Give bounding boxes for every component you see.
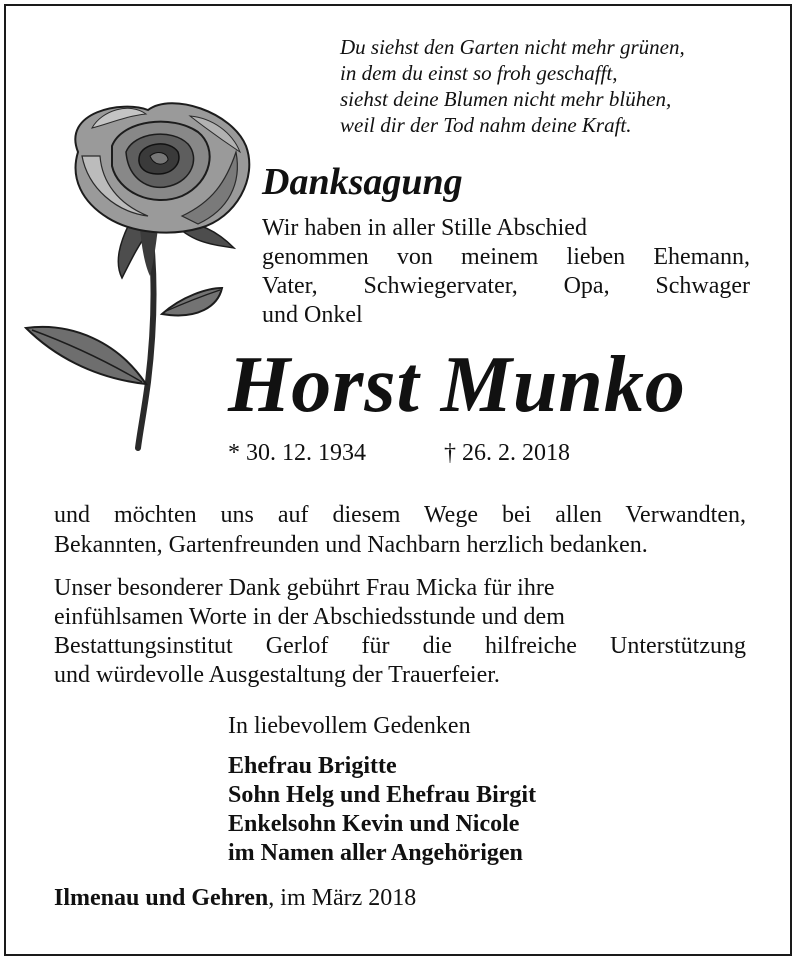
memorial-poem xyxy=(340,34,780,138)
paragraph-line: Unser besonderer Dank gebührt Frau Micka für ihre xyxy=(54,575,555,601)
intro-line: genommen von meinem lieben Ehemann, xyxy=(262,244,750,270)
paragraph-line: Bestattungsinstitut Gerlof für die hilfreiche Unterstützung xyxy=(54,633,746,659)
deceased-name: Horst Munko xyxy=(228,341,686,429)
notice-date: , im März 2018 xyxy=(268,885,417,911)
birth-date: * 30. 12. 1934 xyxy=(228,440,366,466)
rose-icon xyxy=(22,92,262,452)
signer-line: Ehefrau Brigitte xyxy=(228,753,397,779)
paragraph-line: und möchten uns auf diesem Wege bei allen Verwandten, xyxy=(54,502,746,528)
intro-line: und Onkel xyxy=(262,302,363,328)
poem-line: Du siehst den Garten nicht mehr grünen, xyxy=(340,35,685,59)
closing-phrase: In liebevollem Gedenken xyxy=(228,713,471,739)
signer-line: Enkelsohn Kevin und Nicole xyxy=(228,811,520,837)
life-dates xyxy=(228,440,570,467)
intro-line: Wir haben in aller Stille Abschied xyxy=(262,215,587,241)
signer-line: im Namen aller Angehörigen xyxy=(228,840,523,866)
paragraph-line: einfühlsamen Worte in der Abschiedsstunde und dem xyxy=(54,604,565,630)
death-date: † 26. 2. 2018 xyxy=(444,440,570,466)
intro-text xyxy=(262,214,750,330)
paragraph-line: Bekannten, Gartenfreunden und Nachbarn herzlich bedanken. xyxy=(54,532,648,558)
poem-line: in dem du einst so froh geschafft, xyxy=(340,61,618,85)
thanks-paragraph xyxy=(54,500,746,560)
signer-line: Sohn Helg und Ehefrau Birgit xyxy=(228,782,537,808)
signers-list xyxy=(228,752,536,868)
place-and-date xyxy=(54,885,416,912)
poem-line: siehst deine Blumen nicht mehr blühen, xyxy=(340,87,672,111)
heading-danksagung: Danksagung xyxy=(262,161,463,203)
paragraph-line: und würdevolle Ausgestaltung der Trauerfeier. xyxy=(54,662,500,688)
poem-line: weil dir der Tod nahm deine Kraft. xyxy=(340,113,632,137)
intro-line: Vater, Schwiegervater, Opa, Schwager xyxy=(262,273,750,299)
special-thanks-paragraph xyxy=(54,574,746,690)
place-name: Ilmenau und Gehren xyxy=(54,885,269,911)
